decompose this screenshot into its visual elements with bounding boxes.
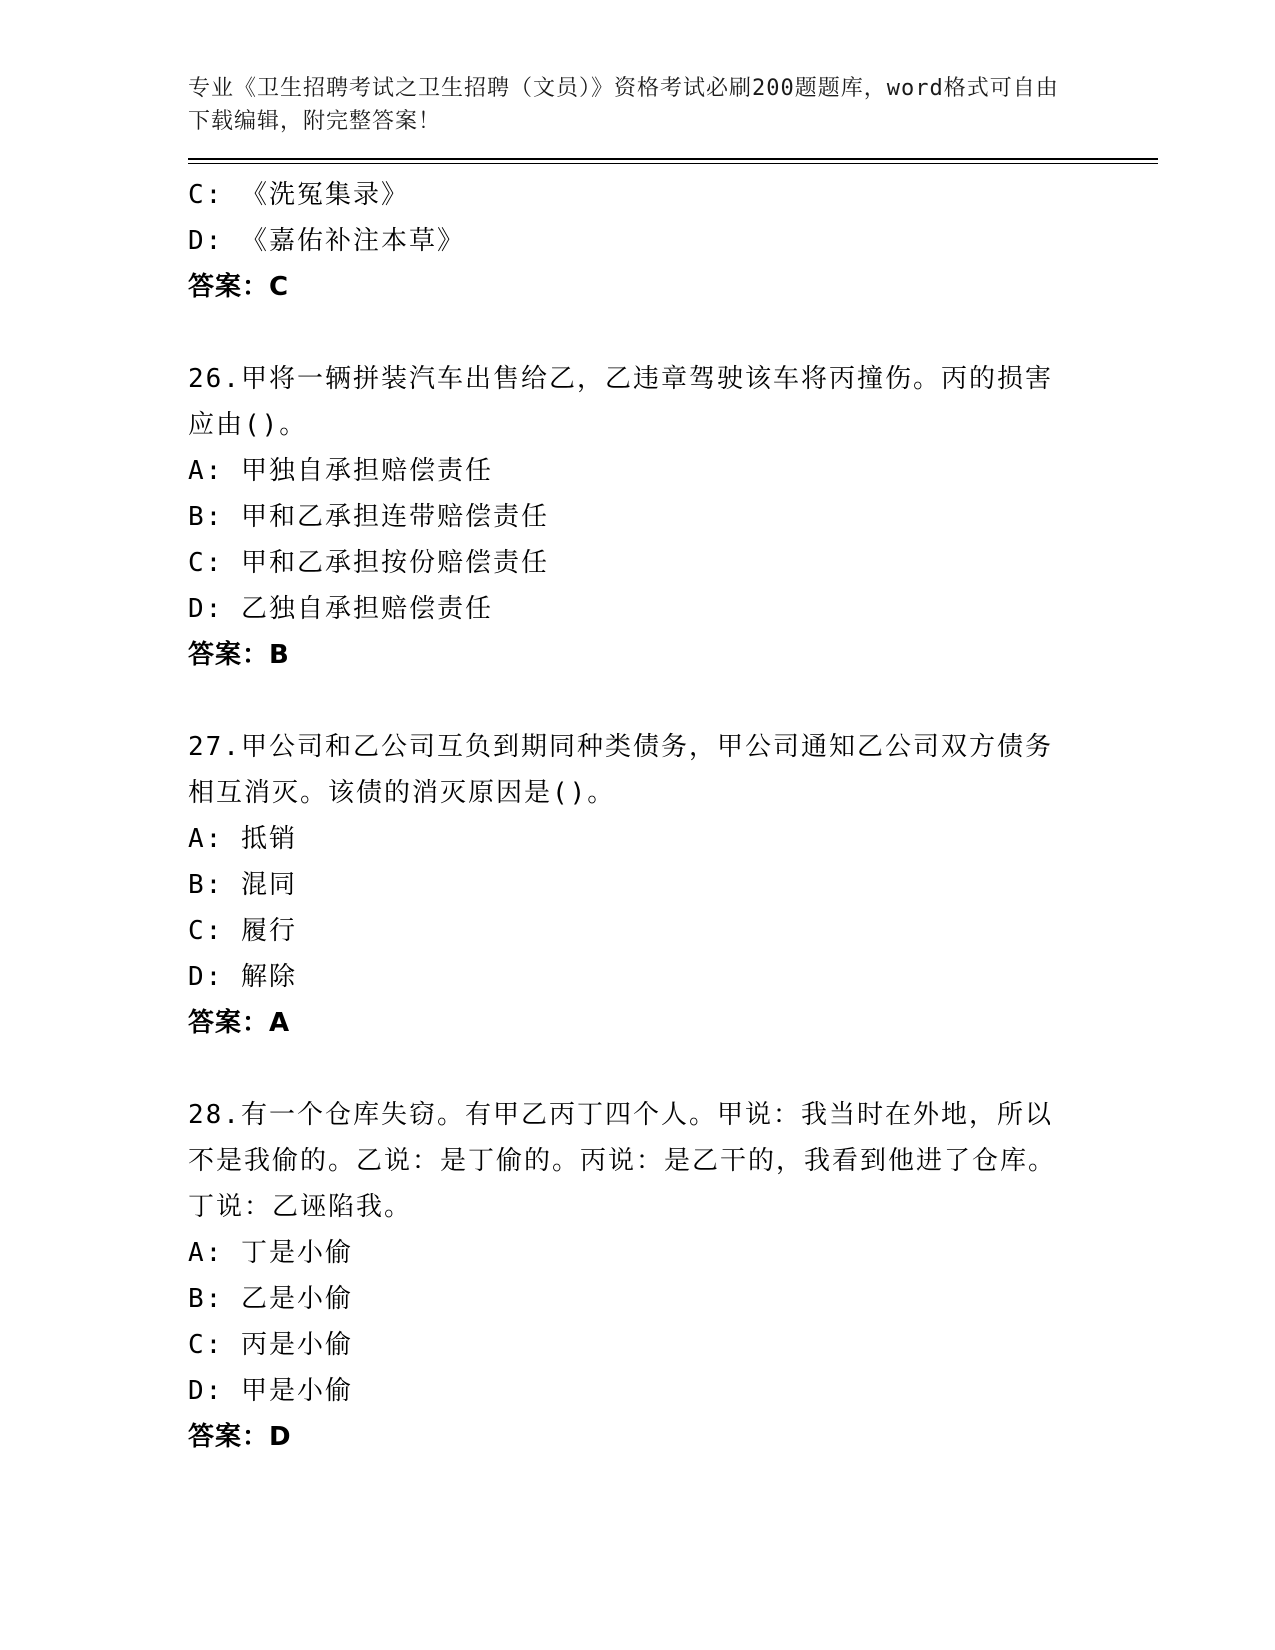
document-header-title: 专业《卫生招聘考试之卫生招聘（文员）》资格考试必刷200题题库，word格式可自由下载编辑，附完整答案！	[188, 76, 1059, 134]
question-27	[188, 724, 1158, 1046]
spacer	[188, 1046, 1158, 1092]
spacer	[188, 310, 1158, 356]
option-a: A: 丁是小偷	[188, 1238, 353, 1268]
option-c: C: 履行	[188, 916, 297, 946]
answer: 答案：B	[188, 640, 290, 670]
option-c: C: 丙是小偷	[188, 1330, 353, 1360]
question-28	[188, 1092, 1158, 1460]
question-text: 28.有一个仓库失窃。有甲乙丙丁四个人。甲说：我当时在外地，所以不是我偷的。乙说：是丁偷的。丙说：是乙干的，我看到他进了仓库。丁说：乙诬陷我。	[188, 1100, 1057, 1222]
question-text: 26.甲将一辆拼装汽车出售给乙，乙违章驾驶该车将丙撞伤。丙的损害应由()。	[188, 364, 1053, 440]
carryover-option-c: C: 《洗冤集录》	[188, 180, 409, 210]
option-a: A: 甲独自承担赔偿责任	[188, 456, 493, 486]
answer: 答案：A	[188, 1008, 291, 1038]
option-d: D: 解除	[188, 962, 297, 992]
question-text: 27.甲公司和乙公司互负到期同种类债务，甲公司通知乙公司双方债务相互消灭。该债的消灭原因是()。	[188, 732, 1053, 808]
option-b: B: 混同	[188, 870, 297, 900]
question-26	[188, 356, 1158, 678]
document-body	[188, 172, 1158, 1460]
option-b: B: 甲和乙承担连带赔偿责任	[188, 502, 549, 532]
option-a: A: 抵销	[188, 824, 297, 854]
carryover-option-d: D: 《嘉佑补注本草》	[188, 226, 465, 256]
answer: 答案：D	[188, 1422, 292, 1452]
header-divider	[188, 158, 1158, 164]
option-b: B: 乙是小偷	[188, 1284, 353, 1314]
option-c: C: 甲和乙承担按份赔偿责任	[188, 548, 549, 578]
document-page	[188, 72, 1158, 1460]
spacer	[188, 678, 1158, 724]
option-d: D: 乙独自承担赔偿责任	[188, 594, 493, 624]
option-d: D: 甲是小偷	[188, 1376, 353, 1406]
carryover-answer: 答案：C	[188, 272, 290, 302]
